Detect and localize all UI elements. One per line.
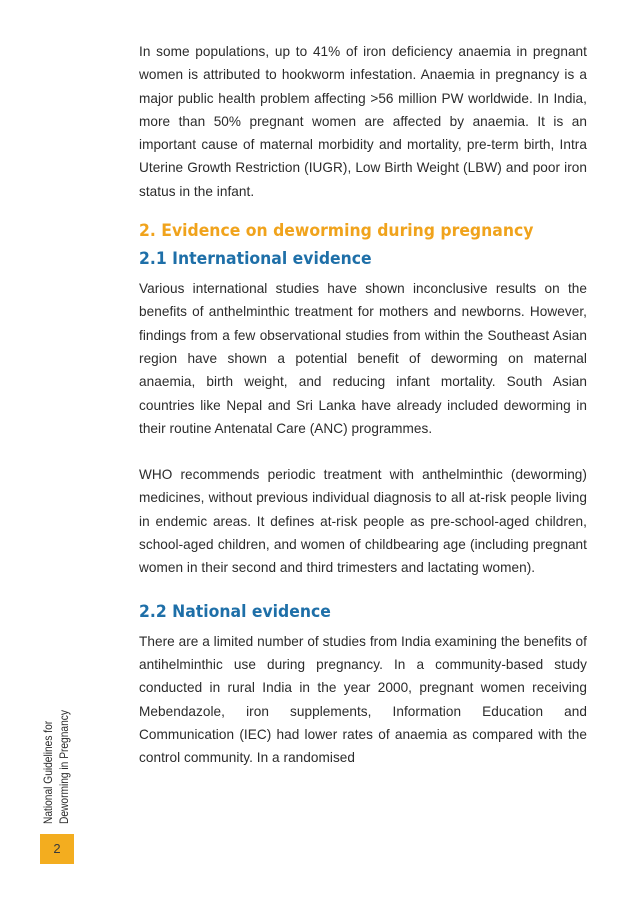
- running-title-line-2: Deworming in Pregnancy: [57, 710, 71, 824]
- intro-paragraph: In some populations, up to 41% of iron deficiency anaemia in pregnant women is attributed to hookworm infestation. Anaemia in pregnancy is a major public health problem affecting >56 million PW worldwide. In India, more than 50% pregnant women are affected by anaemia. It is an important cause of maternal morbidity and mortality, pre-term birth, Intra Uterine Growth Restriction (IUGR), Low Birth Weight (LBW) and poor iron status in the infant.: [139, 44, 587, 199]
- page-content: [139, 40, 587, 769]
- running-title-line-1: National Guidelines for: [41, 720, 55, 824]
- subheading-national-evidence: 2.2 National evidence: [139, 601, 331, 622]
- national-paragraph-1: There are a limited number of studies from India examining the benefits of antihelminthic use during pregnancy. In a community-based study conducted in rural India in the year 2000, pregnant women receiving Mebendazole, iron supplements, Information Education and Communication (IEC) had lower rates of anaemia as compared with the control community. In a randomised: [139, 633, 587, 766]
- subheading-international-evidence: 2.1 International evidence: [139, 249, 372, 270]
- international-paragraph-2: WHO recommends periodic treatment with anthelminthic (deworming) medicines, without previous individual diagnosis to all at-risk people living in endemic areas. It defines at-risk people as pre-school-aged children, school-aged children, and women of childbearing age (including pregnant women in their second and third trimesters and lactating women).: [139, 467, 587, 576]
- international-paragraph-1: Various international studies have shown inconclusive results on the benefits of anthelminthic treatment for mothers and newborns. However, findings from a few observational studies from within the Southeast Asian region have shown a potential benefit of deworming on maternal anaemia, birth weight, and reducing infant mortality. South Asian countries like Nepal and Sri Lanka have already included deworming in their routine Antenatal Care (ANC) programmes.: [139, 281, 587, 436]
- section-heading-evidence: 2. Evidence on deworming during pregnancy: [139, 221, 534, 242]
- running-title-vertical: [40, 700, 76, 824]
- page-number: 2: [40, 834, 74, 864]
